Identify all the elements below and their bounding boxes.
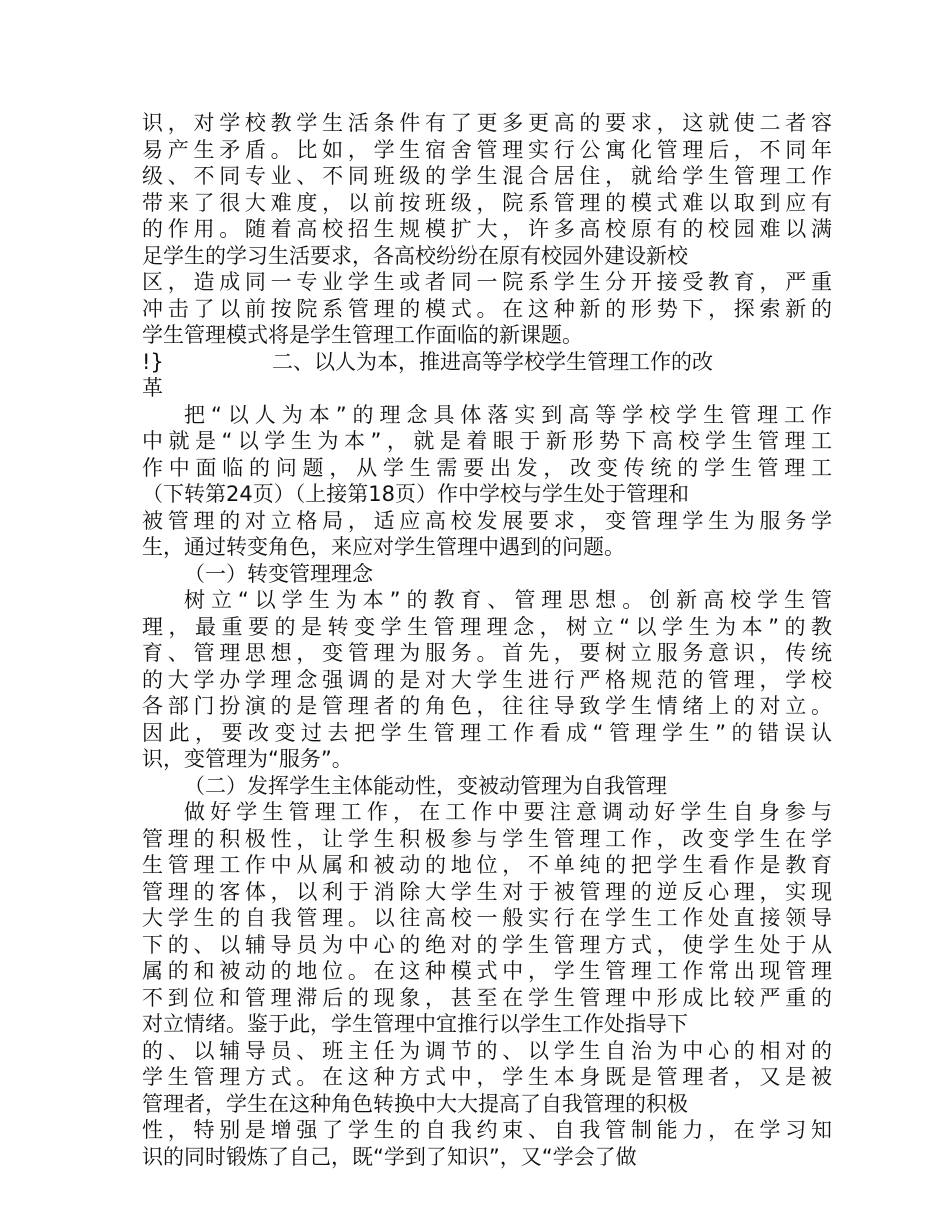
- heading-line: [142, 349, 832, 376]
- stray-marker: !}: [142, 349, 164, 374]
- text-line: （下转第24页）（上接第18页）作中学校与学生处于管理和: [142, 482, 689, 506]
- text-line: 下的、以辅导员为中心的绝对的学生管理方式，使学生处于从: [142, 932, 832, 957]
- text-line: 做好学生管理工作，在工作中要注意调动好学生自身参与: [184, 800, 832, 824]
- text-line: 育、管理思想，变管理为服务。首先，要树立服务意识，传统: [142, 641, 832, 665]
- text-line: 区，造成同一专业学生或者同一院系学生分开接受教育，严重: [142, 270, 832, 294]
- text-line: 易产生矛盾。比如，学生宿舍管理实行公寓化管理后，不同年: [142, 137, 832, 162]
- text-line: 树立“以学生为本”的教育、管理思想。创新高校学生管: [184, 588, 832, 612]
- text-line: 属的和被动的地位。在这种模式中，学生管理工作常出现管理: [142, 959, 832, 983]
- text-line: 级、不同专业、不同班级的学生混合居住，就给学生管理工作: [142, 164, 832, 188]
- text-line: 管理的客体，以利于消除大学生对于被管理的逆反心理，实现: [142, 879, 832, 904]
- text-line: 因此，要改变过去把学生管理工作看成“管理学生”的错误认: [142, 720, 832, 745]
- text-line: 不到位和管理滞后的现象，甚至在学生管理中形成比较严重的: [142, 985, 832, 1010]
- text-line: 冲击了以前按院系管理的模式。在这种新的形势下，探索新的: [142, 296, 832, 321]
- section-heading: [142, 349, 832, 402]
- text-line: 被管理的对立格局，适应高校发展要求，变管理学生为服务学: [142, 508, 832, 533]
- text-line: 大学生的自我管理。以往高校一般实行在学生工作处直接领导: [142, 906, 832, 930]
- text-line: 识，变管理为“服务”。: [142, 747, 353, 771]
- text-line: 生管理工作中从属和被动的地位，不单纯的把学生看作是教育: [142, 853, 832, 877]
- heading-line: 革: [142, 376, 163, 400]
- text-line: 的大学办学理念强调的是对大学生进行严格规范的管理，学校: [142, 667, 832, 692]
- text-line: 学生管理模式将是学生管理工作面临的新课题。: [142, 323, 583, 347]
- body-paragraph: [142, 799, 832, 1170]
- body-paragraph: [142, 587, 832, 773]
- text-line: 管理者，学生在这种角色转换中大大提高了自我管理的积极: [142, 1091, 688, 1116]
- text-line: 生，通过转变角色，来应对学生管理中遇到的问题。: [142, 535, 625, 559]
- heading-text: 二、以人为本，推进高等学校学生管理工作的改: [272, 349, 713, 374]
- paragraph-continuation: [142, 110, 832, 349]
- text-line: 作中面临的问题，从学生需要出发，改变传统的学生管理工: [142, 455, 832, 480]
- text-line: 理，最重要的是转变学生管理理念，树立“以学生为本”的教: [142, 614, 832, 639]
- text-line: 各部门扮演的是管理者的角色，往往导致学生情绪上的对立。: [142, 694, 832, 718]
- text-line: 性，特别是增强了学生的自我约束、自我管制能力，在学习知: [142, 1118, 832, 1142]
- text-line: 中就是“以学生为本”，就是着眼于新形势下高校学生管理工: [142, 429, 832, 453]
- subsection-heading: （一）转变管理理念: [184, 561, 373, 586]
- text-line: 足学生的学习生活要求，各高校纷纷在原有校园外建设新校: [142, 243, 688, 268]
- body-paragraph: [142, 402, 832, 561]
- text-line: 管理的积极性，让学生积极参与学生管理工作，改变学生在学: [142, 826, 832, 851]
- text-line: 对立情绪。鉴于此，学生管理中宜推行以学生工作处指导下: [142, 1012, 688, 1036]
- subsection-heading: （二）发挥学生主体能动性，变被动管理为自我管理: [184, 773, 667, 798]
- text-line: 的作用。随着高校招生规模扩大，许多高校原有的校园难以满: [142, 217, 832, 241]
- document-page: [142, 110, 832, 1170]
- text-line: 的、以辅导员、班主任为调节的、以学生自治为中心的相对的: [142, 1038, 832, 1063]
- text-line: 识，对学校教学生活条件有了更多更高的要求，这就使二者容: [142, 111, 832, 135]
- text-line: 把“以人为本”的理念具体落实到高等学校学生管理工作: [184, 402, 832, 427]
- text-line: 带来了很大难度，以前按班级，院系管理的模式难以取到应有: [142, 190, 832, 215]
- text-line: 识的同时锻炼了自己，既“学到了知识”，又“学会了做: [142, 1144, 637, 1169]
- text-line: 学生管理方式。在这种方式中，学生本身既是管理者，又是被: [142, 1065, 832, 1089]
